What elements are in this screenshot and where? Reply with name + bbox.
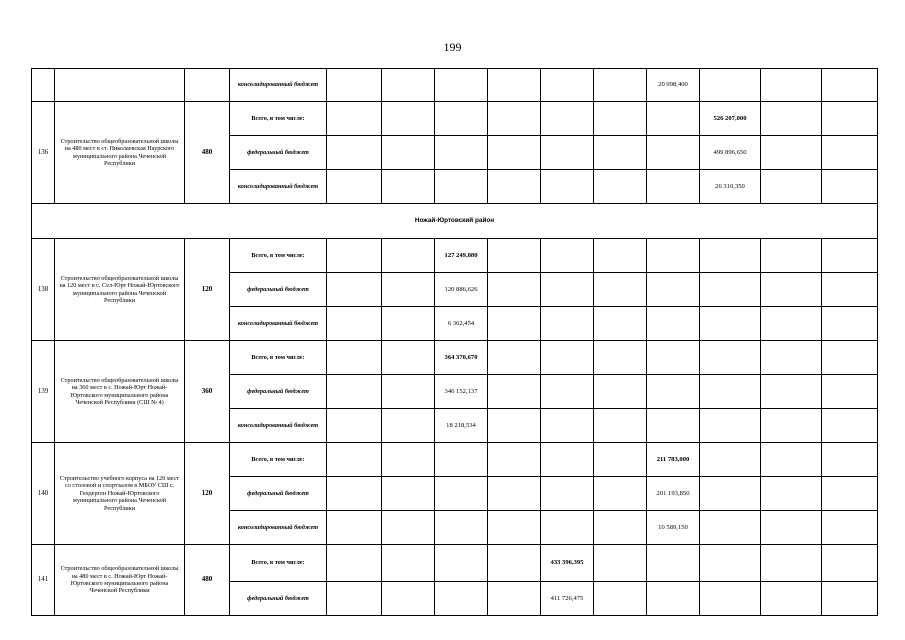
table-row (32, 204, 878, 239)
budget-kind-federal: федеральный бюджет (230, 273, 327, 307)
page-number: 199 (443, 40, 462, 54)
table-row (32, 239, 878, 273)
project-number: 138 (32, 239, 55, 341)
budget-kind-total: Всего, в том числе: (230, 341, 327, 375)
budget-kind-consolidated: консолидированный бюджет (230, 511, 327, 545)
project-number: 139 (32, 341, 55, 443)
value-cell: 433 396,395 (541, 545, 594, 582)
project-number: 136 (32, 102, 55, 204)
value-cell: 526 207,000 (700, 102, 761, 136)
budget-kind-consolidated: консолидированный бюджет (230, 307, 327, 341)
value-cell: 120 886,626 (435, 273, 488, 307)
value-cell: 18 218,534 (435, 409, 488, 443)
project-capacity: 120 (185, 239, 230, 341)
value-cell: 20 998,400 (647, 69, 700, 102)
budget-kind-federal: федеральный бюджет (230, 136, 327, 170)
value-cell: 6 362,454 (435, 307, 488, 341)
table-row (32, 545, 878, 582)
project-capacity: 480 (185, 102, 230, 204)
project-name: Строительство общеобразовательной школы на 480 мест в с. Ножай-Юрт Ножай-Юртовского муниципального района Чеченской Республики (55, 545, 185, 616)
project-number: 140 (32, 443, 55, 545)
value-cell: 364 370,670 (435, 341, 488, 375)
value-cell: 346 152,137 (435, 375, 488, 409)
value-cell: 26 310,350 (700, 170, 761, 204)
budget-kind-total: Всего, в том числе: (230, 545, 327, 582)
project-name: Строительство общеобразовательной школы на 360 мест в с. Ножай-Юрт Ножай-Юртовского муниципального района Чеченской Республики (СШ № 4) (55, 341, 185, 443)
table-row (32, 341, 878, 375)
budget-kind-total: Всего, в том числе: (230, 102, 327, 136)
budget-kind-federal: федеральный бюджет (230, 582, 327, 616)
table-row (32, 102, 878, 136)
budget-kind-federal: федеральный бюджет (230, 477, 327, 511)
project-name: Строительство общеобразовательной школы на 120 мест в с. Сел-Юрт Ножай-Юртовского муниципального района Чеченской Республики (55, 239, 185, 341)
project-capacity: 360 (185, 341, 230, 443)
budget-table (31, 68, 878, 616)
region-header: Ножай-Юртовский район (32, 204, 878, 239)
value-cell: 499 896,650 (700, 136, 761, 170)
project-capacity: 120 (185, 443, 230, 545)
budget-kind-federal: федеральный бюджет (230, 375, 327, 409)
project-name: Строительство общеобразовательной школы на 480 мест в ст. Николаевская Наурского муниципального района Чеченской Республики (55, 102, 185, 204)
value-cell: 10 589,150 (647, 511, 700, 545)
budget-kind-consolidated: консолидированный бюджет (230, 69, 327, 102)
table-row (32, 443, 878, 477)
budget-kind-total: Всего, в том числе: (230, 239, 327, 273)
project-number: 141 (32, 545, 55, 616)
value-cell: 127 249,080 (435, 239, 488, 273)
value-cell: 201 193,850 (647, 477, 700, 511)
budget-kind-consolidated: консолидированный бюджет (230, 170, 327, 204)
budget-kind-consolidated: консолидированный бюджет (230, 409, 327, 443)
budget-kind-total: Всего, в том числе: (230, 443, 327, 477)
table-row (32, 69, 878, 102)
value-cell: 211 783,000 (647, 443, 700, 477)
project-capacity: 480 (185, 545, 230, 616)
value-cell: 411 726,475 (541, 582, 594, 616)
project-name: Строительство учебного корпуса на 120 мест со столовой и спортзалом в МБОУ СШ с. Гендерген Ножай-Юртовского муниципального района Чеченской Республики (55, 443, 185, 545)
